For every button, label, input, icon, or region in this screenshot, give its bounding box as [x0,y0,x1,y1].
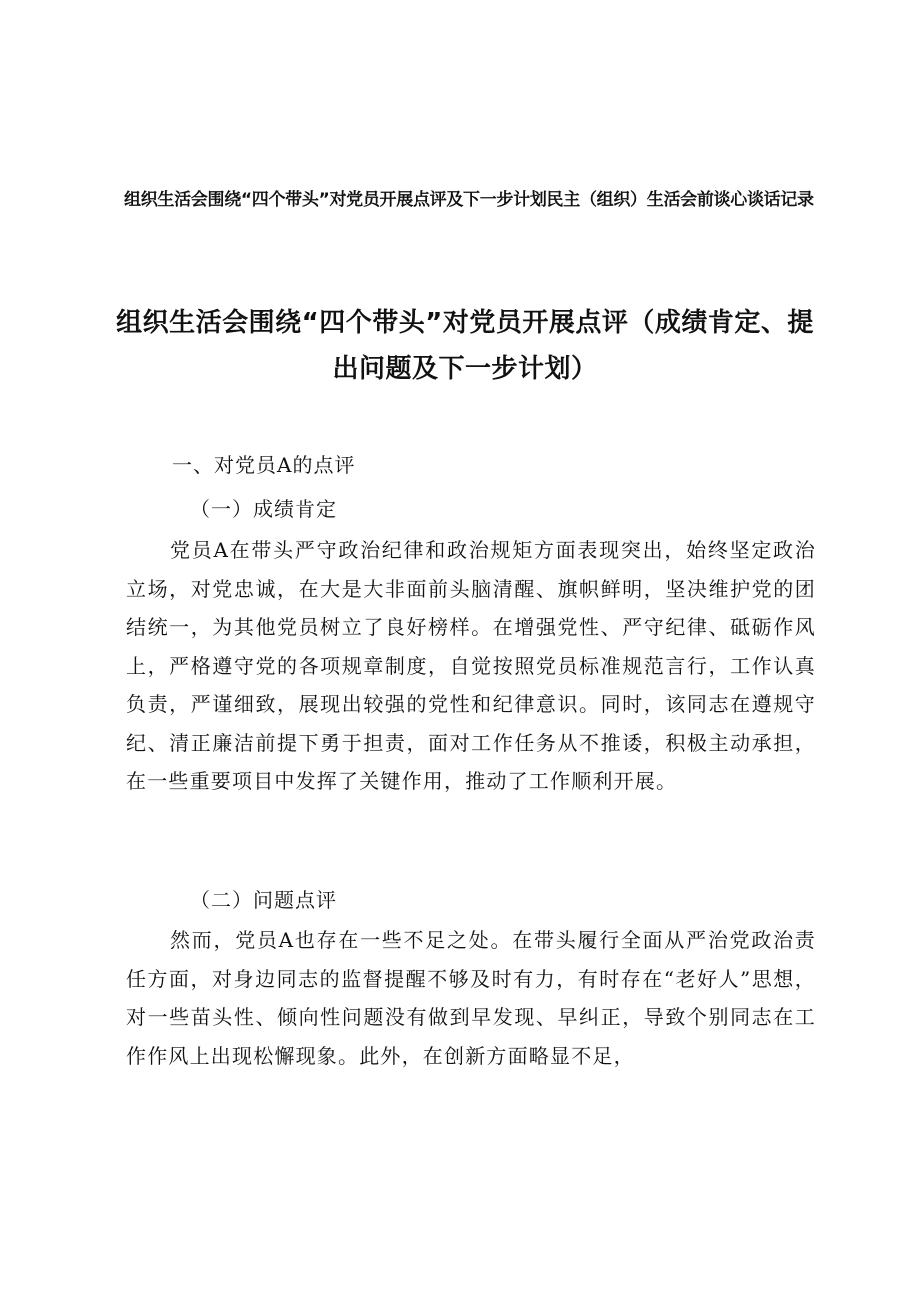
subsection-heading-achievements: （一）成绩肯定 [190,497,337,521]
section-heading-member-a: 一、对党员A的点评 [172,453,356,477]
achievements-paragraph: 党员A在带头严守政治纪律和政治规矩方面表现突出，始终坚定政治立场，对党忠诚，在大是大非面前头脑清醒、旗帜鲜明，坚决维护党的团结统一，为其他党员树立了良好榜样。在增强党性、严守纪律、砥砺作风上，严格遵守党的各项规章制度，自觉按照党员标准规范言行，工作认真负责，严谨细致，展现出较强的党性和纪律意识。同时，该同志在遵规守纪、清正廉洁前提下勇于担责，面对工作任务从不推诿，积极主动承担，在一些重要项目中发挥了关键作用，推动了工作顺利开展。 [126,538,816,793]
problems-paragraph: 然而，党员A也存在一些不足之处。在带头履行全面从严治党政治责任方面，对身边同志的监督提醒不够及时有力，有时存在“老好人”思想，对一些苗头性、倾向性问题没有做到早发现、早纠正，导致个别同志在工作作风上出现松懈现象。此外，在创新方面略显不足， [126,928,816,1068]
main-title: 组织生活会围绕“四个带头”对党员开展点评（成绩肯定、提出问题及下一步计划） [116,308,814,384]
subsection-heading-problems: （二）问题点评 [190,888,337,912]
document-header-title: 组织生活会围绕“四个带头”对党员开展点评及下一步计划民主（组织）生活会前谈心谈话记录 [124,190,814,210]
